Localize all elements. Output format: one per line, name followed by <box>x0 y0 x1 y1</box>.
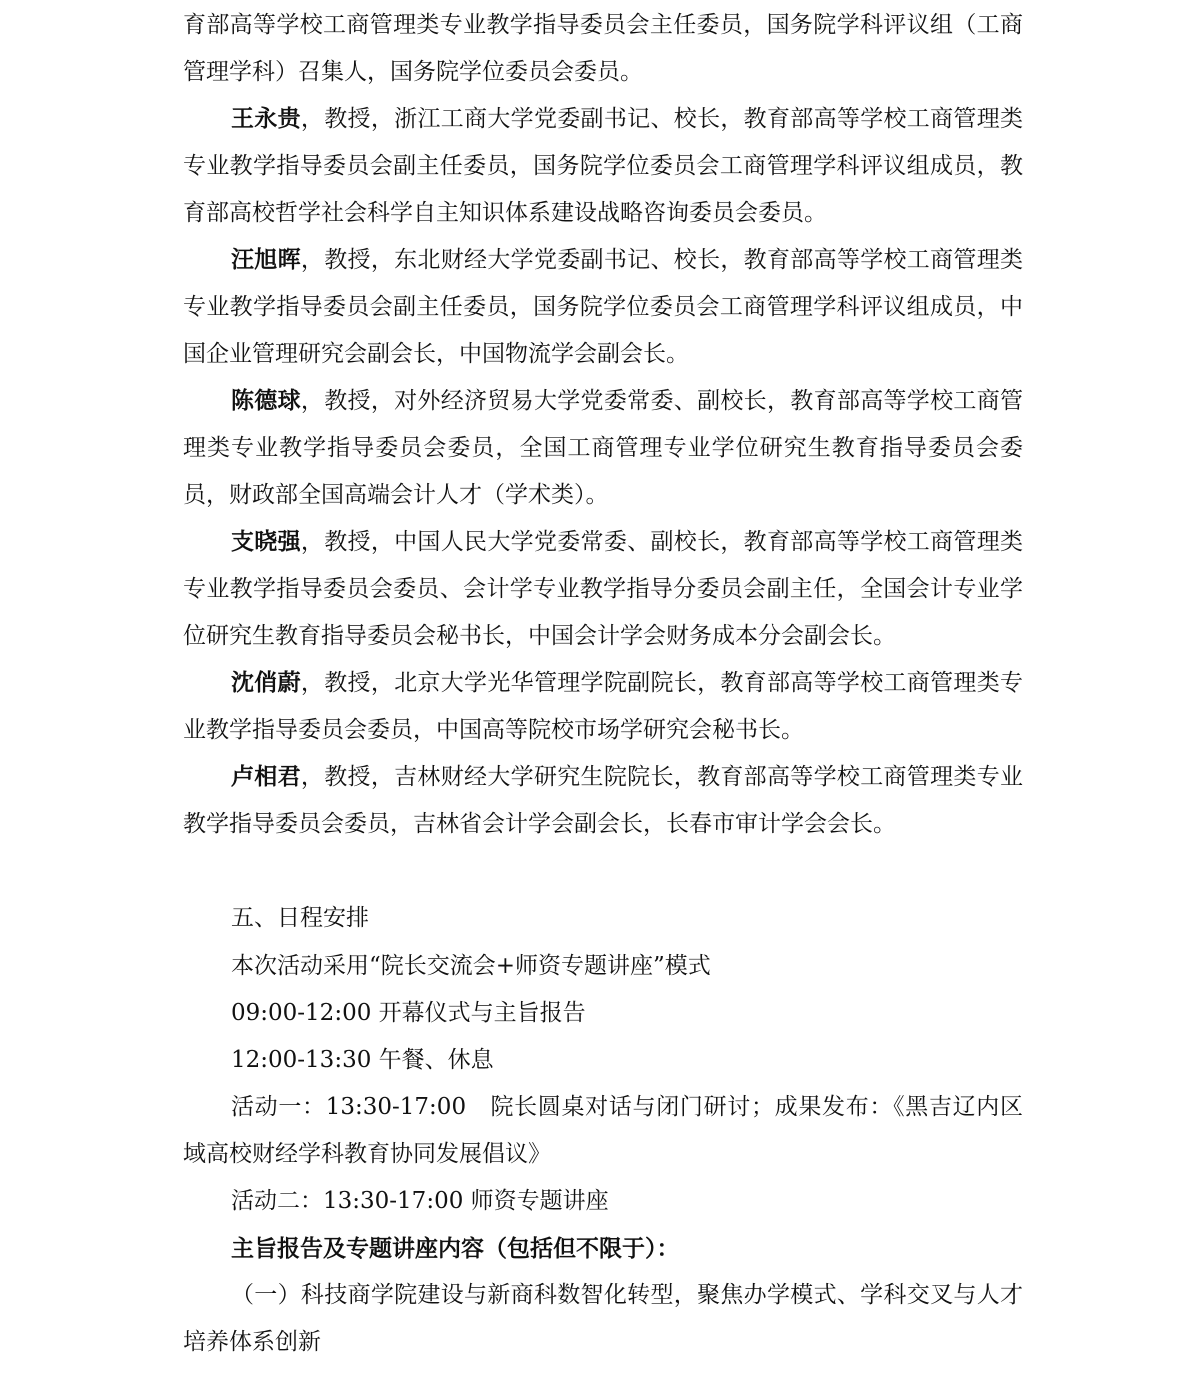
bio-paragraph <box>183 95 1023 237</box>
intro-paragraph-tail: 育部高等学校工商管理类专业教学指导委员会主任委员，国务院学科评议组（工商管理学科）召集人，国务院学位委员会委员。 <box>183 12 1023 85</box>
bio-name: 汪旭晖 <box>231 246 301 273</box>
schedule-activity: 活动一：13:30-17:00 院长圆桌对话与闭门研讨；成果发布：《黑吉辽内区域高校财经学科教育协同发展倡议》 <box>183 1094 1023 1167</box>
bio-paragraph <box>183 518 1023 660</box>
section-heading: 五、日程安排 <box>231 905 369 931</box>
content-heading: 主旨报告及专题讲座内容（包括但不限于）： <box>231 1235 680 1262</box>
bio-text: ，教授，吉林财经大学研究生院院长，教育部高等学校工商管理类专业教学指导委员会委员，吉林省会计学会副会长，长春市审计学会会长。 <box>183 764 1024 837</box>
bio-paragraph <box>183 753 1023 848</box>
bio-name: 王永贵 <box>231 105 301 132</box>
bio-text: ，教授，对外经济贸易大学党委常委、副校长，教育部高等学校工商管理类专业教学指导委员会委员，全国工商管理专业学位研究生教育指导委员会委员，财政部全国高端会计人才（学术类）。 <box>183 388 1024 508</box>
bio-name: 支晓强 <box>231 528 301 555</box>
schedule-mode: 本次活动采用“院长交流会+师资专题讲座”模式 <box>231 953 711 979</box>
bio-paragraph <box>183 236 1023 378</box>
schedule-activity: 活动二：13:30-17:00 师资专题讲座 <box>231 1188 609 1214</box>
topic-item: （一）科技商学院建设与新商科数智化转型，聚焦办学模式、学科交叉与人才培养体系创新 <box>183 1282 1023 1355</box>
bio-name: 沈俏蔚 <box>231 669 301 696</box>
bio-text: ，教授，东北财经大学党委副书记、校长，教育部高等学校工商管理类专业教学指导委员会副主任委员，国务院学位委员会工商管理学科评议组成员，中国企业管理研究会副会长，中国物流学会副会长。 <box>183 247 1024 367</box>
bio-paragraph <box>183 377 1023 519</box>
schedule-item: 12:00-13:30 午餐、休息 <box>231 1047 494 1073</box>
bio-name: 陈德球 <box>231 387 301 414</box>
bio-name: 卢相君 <box>231 763 301 790</box>
schedule-item: 09:00-12:00 开幕仪式与主旨报告 <box>231 1000 586 1026</box>
bio-paragraph <box>183 659 1023 754</box>
bio-text: ，教授，中国人民大学党委常委、副校长，教育部高等学校工商管理类专业教学指导委员会委员、会计学专业教学指导分委员会副主任，全国会计专业学位研究生教育指导委员会秘书长，中国会计学会财务成本分会副会长。 <box>183 529 1024 649</box>
bio-text: ，教授，浙江工商大学党委副书记、校长，教育部高等学校工商管理类专业教学指导委员会副主任委员，国务院学位委员会工商管理学科评议组成员，教育部高校哲学社会科学自主知识体系建设战略咨询委员会委员。 <box>183 106 1024 226</box>
bio-text: ，教授，北京大学光华管理学院副院长，教育部高等学校工商管理类专业教学指导委员会委员，中国高等院校市场学研究会秘书长。 <box>183 670 1024 743</box>
